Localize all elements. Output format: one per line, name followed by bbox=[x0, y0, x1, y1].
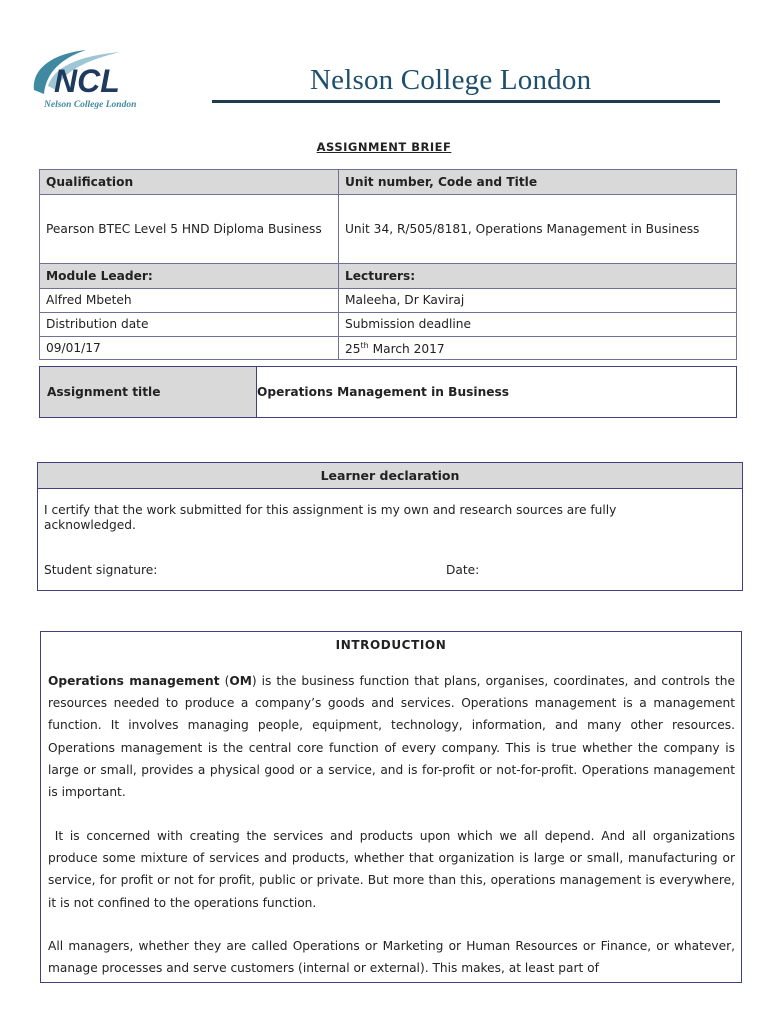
unit-label: Unit number, Code and Title bbox=[339, 170, 737, 195]
submission-day: 25 bbox=[345, 342, 361, 357]
submission-day-suffix: th bbox=[360, 341, 369, 351]
introduction-paragraph-3: All managers, whether they are called Operations or Marketing or Human Resources or Finance, or whatever, manage processes and serve customers (internal or external). This makes, at least part of bbox=[48, 939, 735, 976]
submission-month-year: March 2017 bbox=[368, 342, 445, 357]
distribution-date-value: 09/01/17 bbox=[40, 337, 339, 360]
logo-subtitle: Nelson College London bbox=[44, 100, 137, 110]
submission-deadline-label: Submission deadline bbox=[339, 313, 737, 337]
module-leader-label: Module Leader: bbox=[40, 264, 339, 289]
distribution-date-label: Distribution date bbox=[40, 313, 339, 337]
info-table bbox=[39, 169, 737, 360]
introduction-paragraph-2: It is concerned with creating the services and products upon which we all depend. And all organizations produce some mixture of services and products, whether that organization is large or small, manufacturing or service, for profit or not for profit, public or private. But more than this, operations management is everywhere, it is not confined to the operations function. bbox=[48, 829, 735, 910]
introduction-heading: INTRODUCTION bbox=[335, 638, 447, 652]
module-leader-value: Alfred Mbeteh bbox=[40, 289, 339, 313]
assignment-title-box bbox=[39, 366, 737, 418]
student-signature-label: Student signature: bbox=[44, 563, 158, 577]
unit-value: Unit 34, R/505/8181, Operations Management in Business bbox=[339, 195, 737, 264]
ncl-logo bbox=[28, 46, 188, 112]
assignment-title-value: Operations Management in Business bbox=[257, 385, 510, 399]
college-name: Nelson College London bbox=[310, 64, 592, 96]
lecturers-label: Lecturers: bbox=[339, 264, 737, 289]
declaration-heading: Learner declaration bbox=[38, 463, 742, 489]
logo-text: NCL bbox=[54, 63, 120, 99]
om-paren: ( bbox=[219, 674, 230, 688]
introduction-section bbox=[40, 631, 742, 983]
qualification-label: Qualification bbox=[40, 170, 339, 195]
assignment-title-label: Assignment title bbox=[40, 367, 257, 417]
lecturers-value: Maleeha, Dr Kaviraj bbox=[339, 289, 737, 313]
header-divider bbox=[212, 100, 720, 103]
om-abbreviation: OM bbox=[229, 674, 252, 688]
declaration-date-label: Date: bbox=[446, 563, 480, 577]
om-term: Operations management bbox=[48, 674, 220, 688]
om-definition: ) is the business function that plans, organises, coordinates, and controls the resources needed to produce a company’s goods and services. Operations management is a management function. It involves managing people, equipment, technology, information, and many other resources. Operations management is the central core function of every company. This is true whether the company is large or small, provides a physical good or a service, and is for-profit or not-for-profit. Operations management is important. bbox=[48, 674, 735, 800]
learner-declaration bbox=[37, 462, 743, 591]
declaration-text: I certify that the work submitted for this assignment is my own and research sources are fully acknowledged. bbox=[44, 503, 617, 532]
brief-title: ASSIGNMENT BRIEF bbox=[316, 140, 452, 154]
introduction-paragraph-1 bbox=[48, 670, 735, 803]
qualification-value: Pearson BTEC Level 5 HND Diploma Business bbox=[40, 195, 339, 264]
submission-deadline-value bbox=[339, 337, 737, 360]
